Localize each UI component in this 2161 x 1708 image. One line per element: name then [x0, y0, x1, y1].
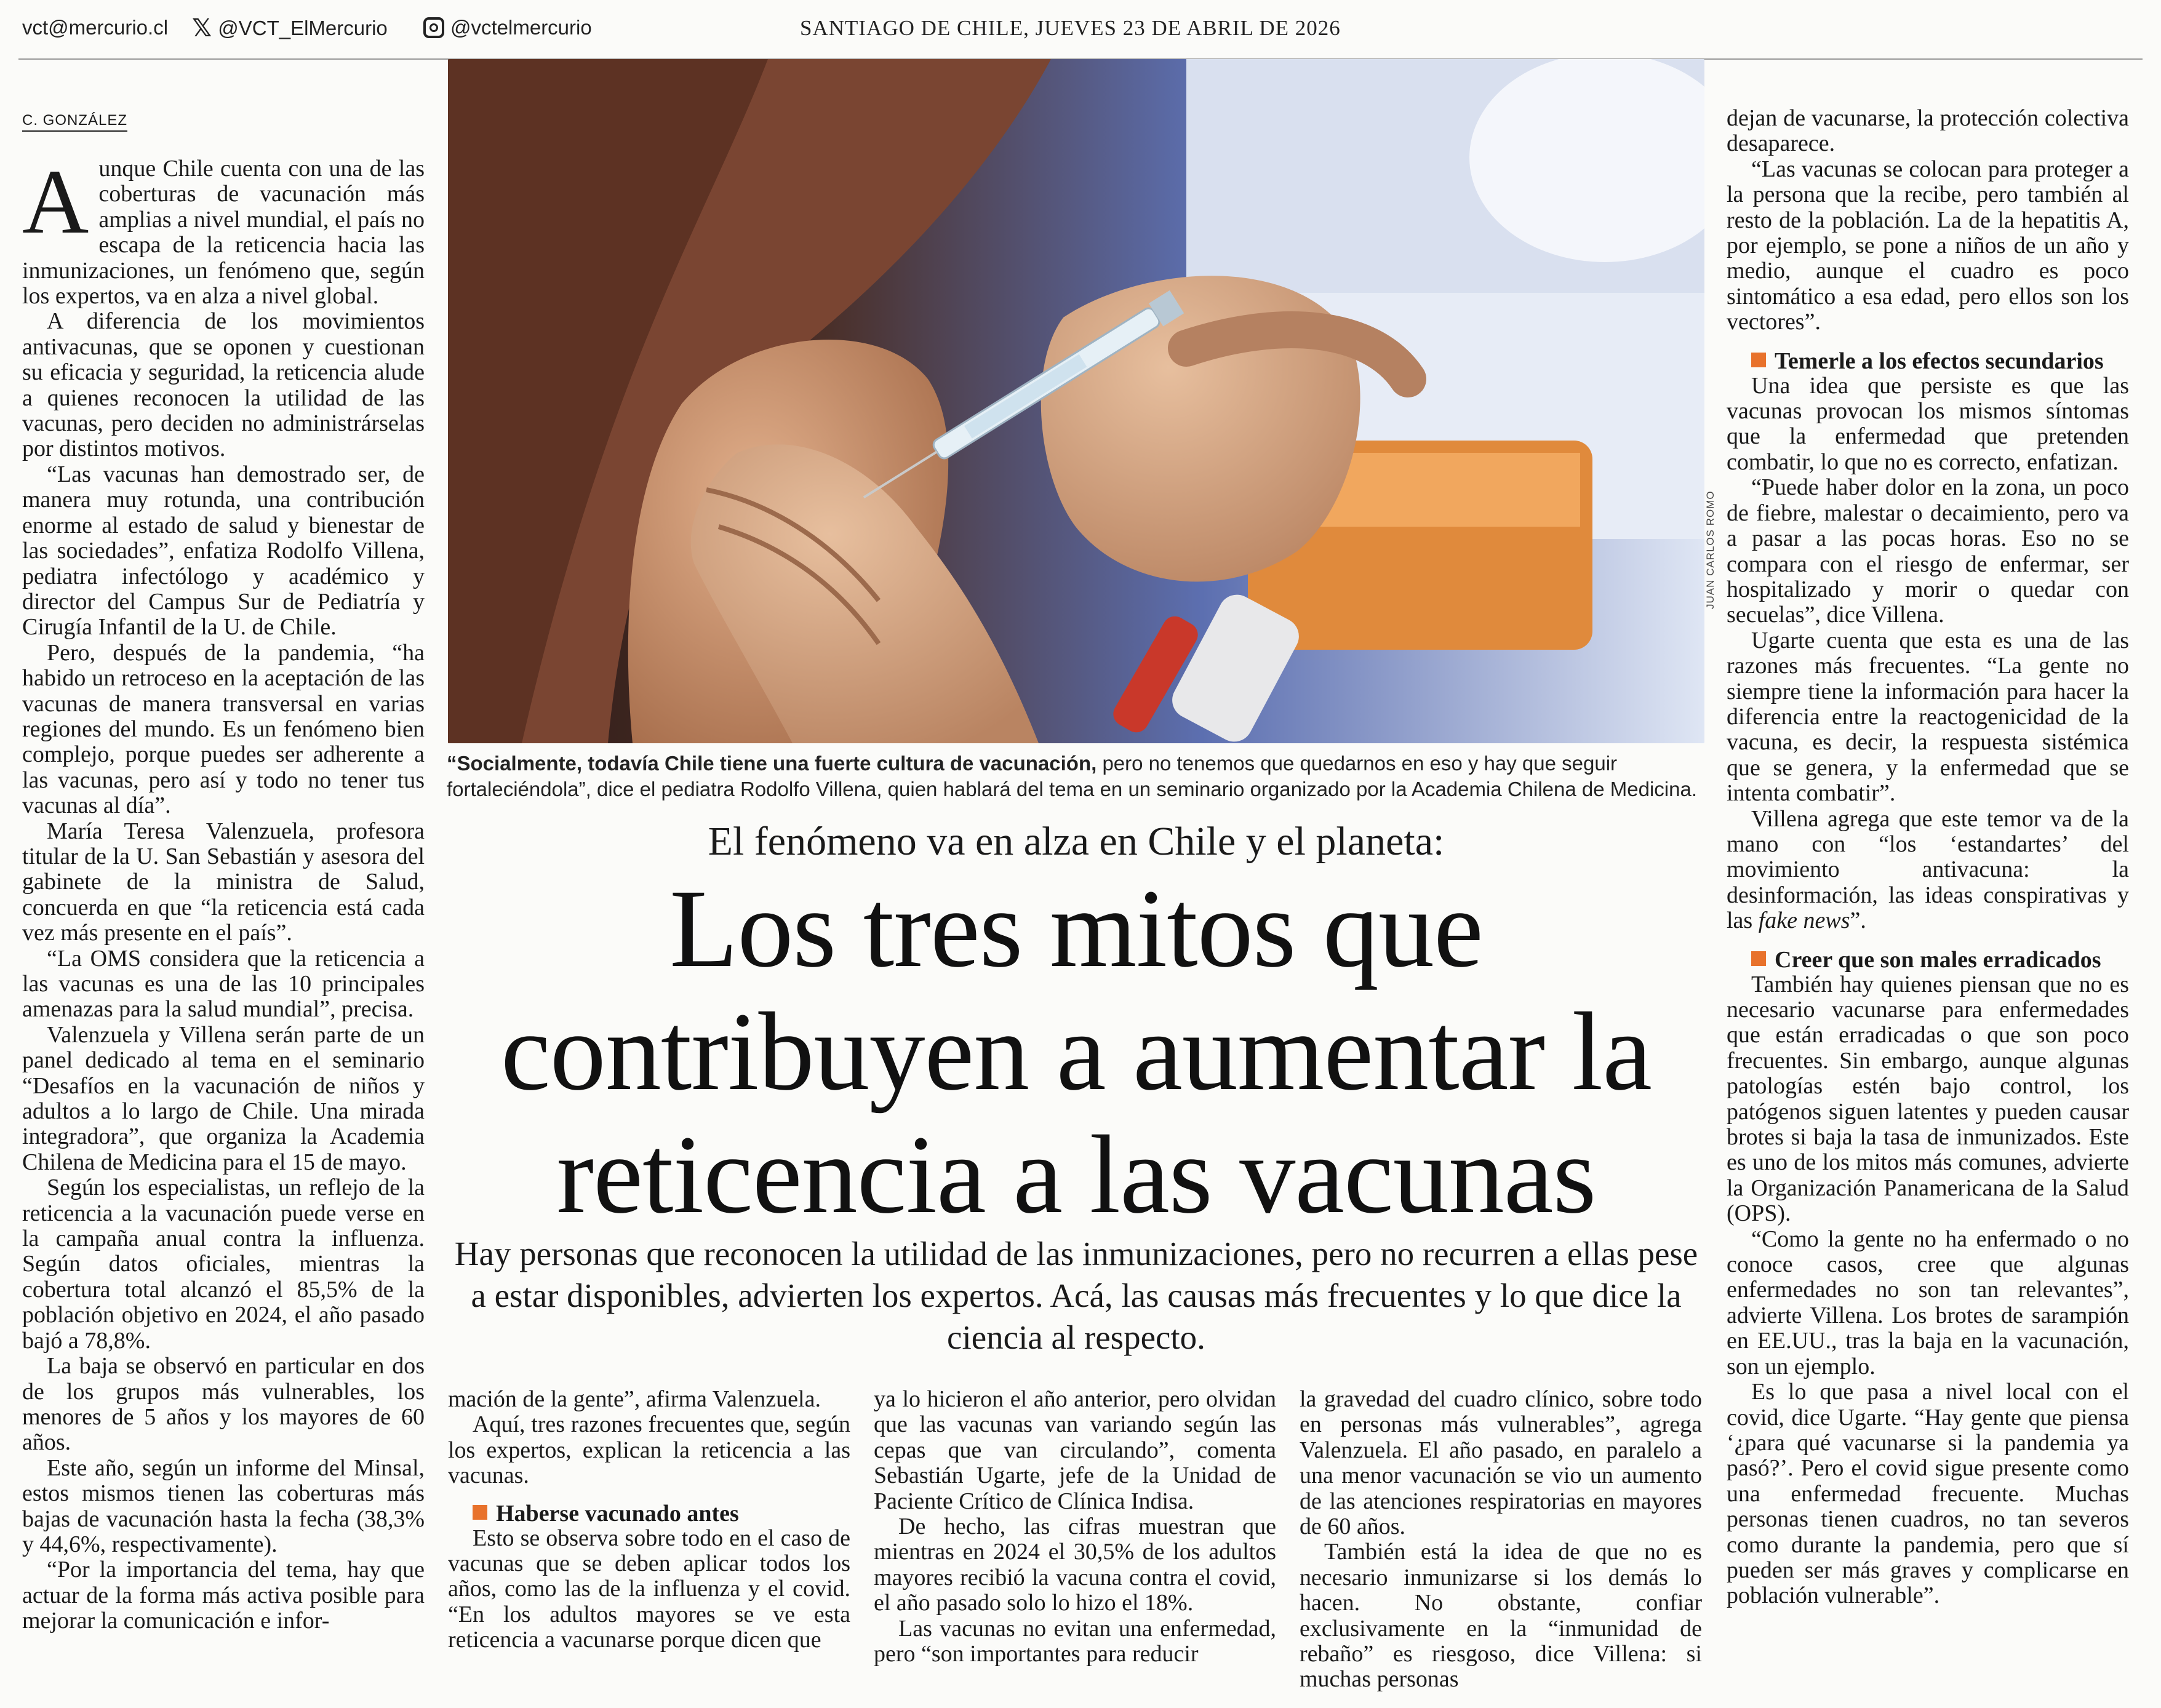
paragraph: Las vacunas no evitan una enfermedad, pero “son importantes para reducir	[874, 1615, 1276, 1667]
paragraph: Este año, según un informe del Minsal, estos mismos tienen las coberturas más bajas de vacunación hasta la fecha (38,3% y 44,6%, respectivamente).	[22, 1455, 425, 1557]
paragraph: María Teresa Valenzuela, profesora titular de la U. San Sebastián y asesora del gabinete de la ministra de Salud, concuerda en que “la reticencia está cada vez más presente en el país”.	[22, 818, 425, 946]
lead-paragraph: Aunque Chile cuenta con una de las coberturas de vacunación más amplias a nivel mundial, el país no escapa de la reticencia hacia las inmunizaciones, un fenómeno que, según los expertos, va en alza a nivel global.	[22, 151, 425, 309]
kicker: El fenómeno va en alza en Chile y el planeta:	[708, 819, 1445, 864]
paragraph: Según los especialistas, un reflejo de la reticencia a la vacunación puede verse en la campaña anual contra la influenza. Según datos oficiales, mientras la cobertura total alcanzó el 85,5% de la población objetivo en 2024, el año pasado bajó a 78,8%.	[22, 1175, 425, 1354]
paragraph: Valenzuela y Villena serán parte de un panel dedicado al tema en el seminario “Desafíos en la vacunación de niños y adultos a lo largo de Chile. Una mirada integradora”, que organiza la Academia Chilena de Medicina para el 15 de mayo.	[22, 1021, 425, 1175]
paragraph: “La OMS considera que la reticencia a las vacunas es una de las 10 principales amenazas para la salud mundial”, precisa.	[22, 945, 425, 1023]
paragraph: También hay quienes piensan que no es necesario vacunarse para enfermedades que están erradicadas o que son poco frecuentes. Sin embargo, aunque algunas patologías estén bajo control, los patógenos siguen latentes y pueden causar brotes si baja la tasa de inmunizados. Este es uno de los mitos más comunes, advierte la Organización Panamericana de la Salud (OPS).	[1727, 971, 2129, 1227]
paragraph: De hecho, las cifras muestran que mientras en 2024 el 30,5% de los adultos mayores recibió la vacuna contra el covid, el año pasado solo lo hizo el 18%.	[874, 1514, 1276, 1616]
column-1	[22, 151, 425, 1634]
paragraph: Aquí, tres razones frecuentes que, según los expertos, explican la reticencia a las vacunas.	[448, 1411, 850, 1489]
paragraph: A diferencia de los movimientos antivacunas, que se oponen y cuestionan su eficacia y seguridad, la reticencia alude a quienes reconocen la utilidad de las vacunas, pero deciden no administrárselas por distintos motivos.	[22, 308, 425, 462]
paragraph: Es lo que pasa a nivel local con el covid, dice Ugarte. “Hay gente que piensa ‘¿para qué vacunarse si la pandemia ya pasó?’. Pero el covid sigue presente como una enfermedad frecuente. Muchas personas tienen cuadros, no tan severos como durante la pandemia, pero que sí pueden ser más graves y complicarse en población vulnerable”.	[1727, 1379, 2129, 1609]
x-logo-icon: 𝕏	[192, 14, 212, 42]
subhead-erradicados: Creer que son males erradicados	[1727, 948, 2129, 972]
subhead-vacunado: Haberse vacunado antes	[448, 1501, 850, 1526]
paragraph: La baja se observó en particular en dos de los grupos más vulnerables, los menores de 5 años y los mayores de 60 años.	[22, 1353, 425, 1456]
dek: Hay personas que reconocen la utilidad de las inmunizaciones, pero no recurren a ellas pese a estar disponibles, advierten los expertos. Acá, las causas más frecuentes y lo que dice la ciencia al respecto.	[454, 1235, 1698, 1356]
subhead-marker	[1751, 951, 1766, 966]
paragraph: También está la idea de que no es necesario inmunizarse si los demás lo hacen. No obstante, confiar exclusivamente en la “inmunidad de rebaño” es riesgoso, dice Villena: si muchas personas	[1300, 1539, 1702, 1693]
subhead-marker	[1751, 353, 1766, 367]
column-5	[1727, 106, 2129, 1609]
caption-text: pero no tenemos que quedarnos en eso y hay que seguir fortaleciéndola”, dice el pediatra Rodolfo Villena, quien hablará del tema en un seminario organizado por la Academia Chilena de Medicina.	[447, 752, 1697, 800]
paragraph: “Las vacunas se colocan para proteger a la persona que la recibe, pero también al resto de la población. La de la hepatitis A, por ejemplo, se pone a niños de un año y medio, aunque el cuadro es poco sintomático a esa edad, pero ellos son los vectores”.	[1727, 156, 2129, 335]
photo-caption	[447, 751, 1720, 802]
dateline: SANTIAGO DE CHILE, JUEVES 23 DE ABRIL DE 2026	[800, 16, 1341, 40]
masthead-instagram[interactable]	[423, 16, 592, 39]
column-4	[1300, 1387, 1702, 1693]
headline: Los tres mitos que contribuyen a aumentar la reticencia a las vacunas	[500, 867, 1652, 1237]
paragraph: mación de la gente”, afirma Valenzuela.	[448, 1386, 821, 1412]
paragraph: la gravedad del cuadro clínico, sobre todo en personas más vulnerables”, agrega Valenzuela. El año pasado, en paralelo a una menor vacunación se vio un aumento de las atenciones respiratorias en mayores de 60 años.	[1300, 1386, 1702, 1540]
paragraph: Una idea que persiste es que las vacunas provocan los mismos síntomas que la enfermedad que pretenden combatir, lo que no es correcto, enfatizan.	[1727, 372, 2129, 475]
vaccination-illustration	[448, 59, 1704, 743]
paragraph: Ugarte cuenta que esta es una de las razones más frecuentes. “La gente no siempre tiene la información para hacer la diferencia entre la reactogenicidad de la vacuna, es decir, la respuesta sistémica que se genera, y la enfermedad que se intenta combatir”.	[1727, 627, 2129, 807]
subhead-efectos: Temerle a los efectos secundarios	[1727, 349, 2129, 373]
paragraph: “Como la gente no ha enfermado o no conoce casos, cree que algunas enfermedades no son tan relevantes”, advierte Villena. Los brotes de sarampión en EE.UU., tras la baja en la vacunación, son un ejemplo.	[1727, 1226, 2129, 1379]
paragraph: ya lo hicieron el año anterior, pero olvidan que las vacunas van variando según las cepas que van circulando”, comenta Sebastián Ugarte, jefe de la Unidad de Paciente Crítico de Clínica Indisa.	[874, 1386, 1276, 1514]
paragraph: Pero, después de la pandemia, “ha habido un retroceso en la aceptación de las vacunas de manera transversal en varias regiones del mundo. Es un fenómeno bien complejo, porque puedes ser adherente a las vacunas, pero así y todo no tener tus vacunas al día”.	[22, 639, 425, 819]
paragraph: “Las vacunas han demostrado ser, de manera muy rotunda, una contribución enorme al estado de salud y bienestar de las sociedades”, enfatiza Rodolfo Villena, pediatra infectólogo y académico y director del Campus Sur de Pediatría y Cirugía Infantil de la U. de Chile.	[22, 461, 425, 640]
photo-credit: JUAN CARLOS ROMO	[1704, 490, 1716, 609]
subhead-marker	[473, 1505, 487, 1520]
column-3	[874, 1387, 1276, 1667]
paragraph: Esto se observa sobre todo en el caso de vacunas que se deben aplicar todos los años, como las de la influenza y el covid. “En los adultos mayores se ve esta reticencia a vacunarse porque dicen que	[448, 1525, 850, 1653]
dropcap: A	[22, 151, 89, 253]
paragraph: “Por la importancia del tema, hay que actuar de la forma más activa posible para mejorar la comunicación e infor-	[22, 1557, 425, 1634]
instagram-icon	[423, 17, 444, 38]
vaccination-photo	[448, 59, 1704, 743]
email-text[interactable]: vct@mercurio.cl	[22, 16, 169, 39]
paragraph: Villena agrega que este temor va de la mano con “los ‘estandartes’ del movimiento antivacuna: la desinformación, las ideas conspirativas y las fake news”.	[1727, 805, 2129, 934]
caption-bold: “Socialmente, todavía Chile tiene una fuerte cultura de vacunación,	[447, 752, 1097, 775]
paragraph: dejan de vacunarse, la protección colectiva desaparece.	[1727, 105, 2129, 157]
masthead-email[interactable]	[22, 16, 168, 39]
twitter-handle[interactable]: @VCT_ElMercurio	[218, 17, 388, 39]
byline: C. GONZÁLEZ	[22, 112, 127, 132]
masthead-twitter[interactable]	[192, 16, 388, 41]
column-2	[448, 1387, 850, 1653]
paragraph: “Puede haber dolor en la zona, un poco de fiebre, malestar o decaimiento, pero va a pasar a las pocas horas. Eso no se compara con el riesgo de enfermar, ser hospitalizado y morir o quedar con secuelas”, dice Villena.	[1727, 474, 2129, 628]
instagram-handle[interactable]: @vctelmercurio	[450, 16, 592, 39]
masthead	[0, 0, 2161, 59]
